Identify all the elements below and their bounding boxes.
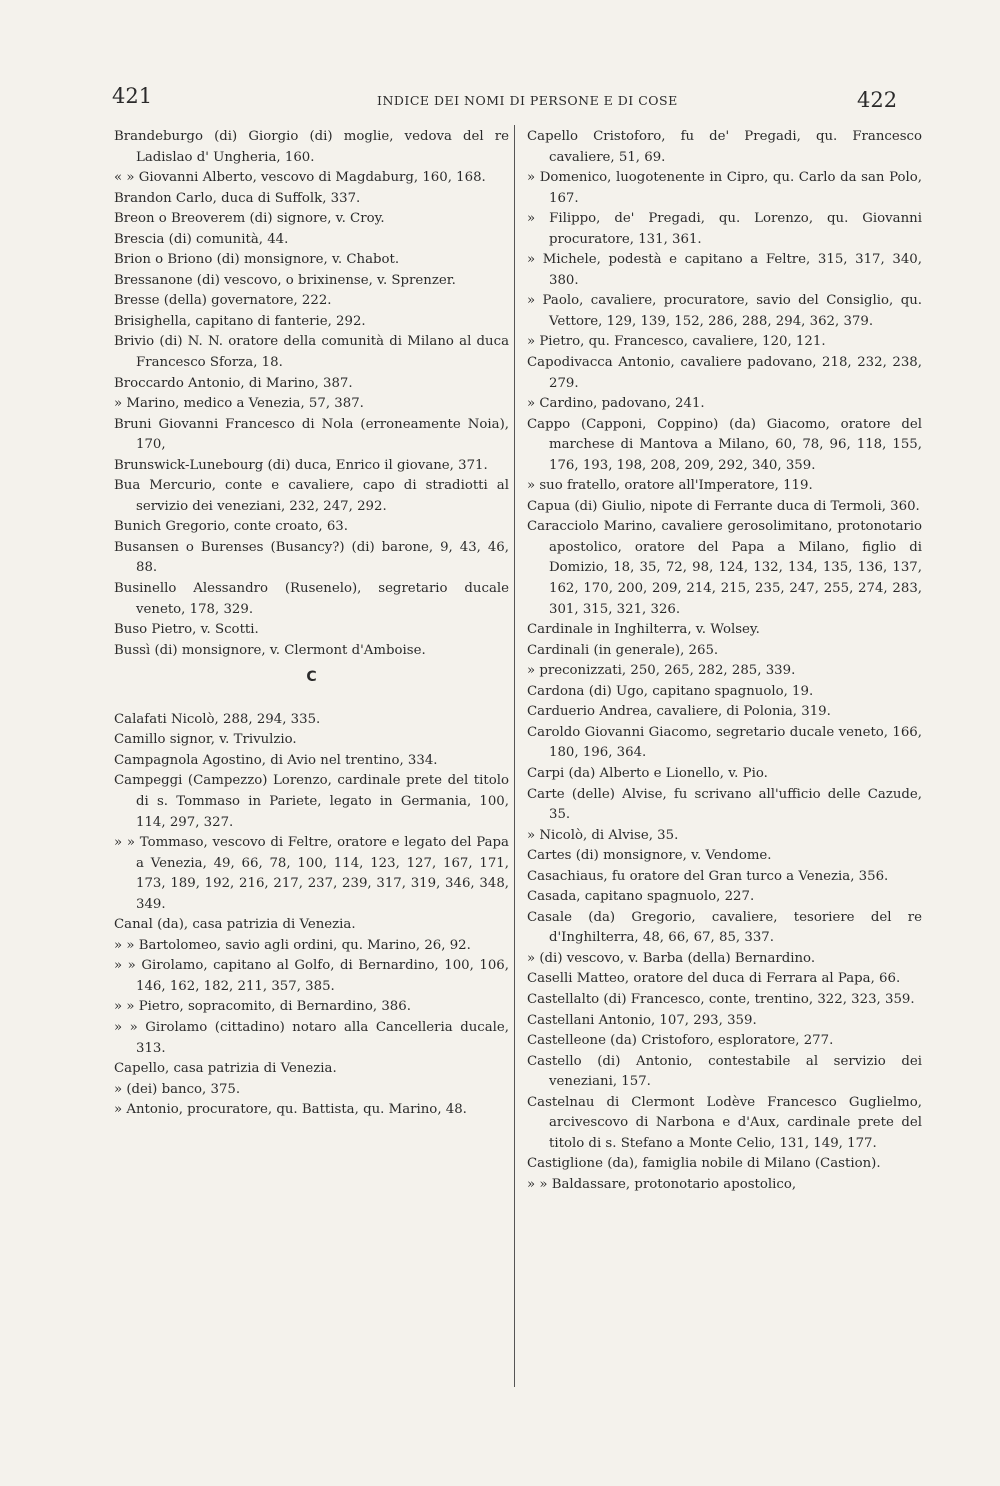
index-entry: Brunswick-Lunebourg (di) duca, Enrico il giovane, 371. [114, 457, 488, 473]
index-entry: « » Giovanni Alberto, vescovo di Magdaburg, 160, 168. [114, 170, 486, 186]
index-entry: Casada, capitano spagnuolo, 227. [527, 889, 755, 905]
index-entry: Breon o Breoverem (di) signore, v. Croy. [114, 211, 385, 227]
index-entry: Campeggi (Campezzo) Lorenzo, cardinale prete del titolo di s. Tommaso in Pariete, legato in Germania, 100, 114, 297, 327. [114, 773, 509, 830]
index-entry: Cardinale in Inghilterra, v. Wolsey. [527, 622, 760, 638]
left-column [114, 127, 509, 1121]
index-entry: Carduerio Andrea, cavaliere, di Polonia, 319. [527, 704, 831, 720]
index-entry: Bruni Giovanni Francesco di Nola (erroneamente Noia), 170, [114, 416, 509, 453]
index-entry: Castelleone (da) Cristoforo, esploratore, 277. [527, 1033, 834, 1049]
page-number-right: 422 [857, 88, 898, 112]
index-entry: Carpi (da) Alberto e Lionello, v. Pio. [527, 765, 768, 781]
index-entry: Canal (da), casa patrizia di Venezia. [114, 917, 356, 933]
running-header: INDICE DEI NOMI DI PERSONE E DI COSE [377, 93, 678, 108]
index-entry: » (di) vescovo, v. Barba (della) Bernardino. [527, 950, 816, 966]
section-heading: C [306, 669, 317, 686]
index-entry: » Michele, podestà e capitano a Feltre, 315, 317, 340, 380. [527, 252, 922, 288]
right-column [527, 127, 922, 1195]
index-entry: » » Bartolomeo, savio agli ordini, qu. Marino, 26, 92. [114, 937, 471, 953]
index-entry: Capello, casa patrizia di Venezia. [114, 1061, 337, 1077]
index-entry: Castelnau di Clermont Lodève Francesco Guglielmo, arcivescovo di Narbona e d'Aux, cardinale prete del titolo di s. Stefano a Monte Celio, 131, 149, 177. [527, 1094, 922, 1151]
index-entry: » » Baldassare, protonotario apostolico, [527, 1176, 797, 1192]
index-entry: » Domenico, luogotenente in Cipro, qu. Carlo da san Polo, 167. [527, 170, 922, 206]
index-entry: Castello (di) Antonio, contestabile al servizio dei veneziani, 157. [527, 1053, 922, 1090]
index-entry: Bua Mercurio, conte e cavaliere, capo di stradiotti al servizio dei veneziani, 232, 247, 292. [114, 478, 509, 514]
index-entry: Camillo signor, v. Trivulzio. [114, 732, 297, 748]
index-entry: Buso Pietro, v. Scotti. [114, 622, 259, 638]
index-entry: Brescia (di) comunità, 44. [114, 231, 289, 247]
index-entry: » Paolo, cavaliere, procuratore, savio del Consiglio, qu. Vettore, 129, 139, 152, 286, 288, 294, 362, 379. [527, 293, 922, 329]
index-entry: » » Pietro, sopracomito, di Bernardino, 386. [114, 999, 411, 1015]
index-entry: Casachiaus, fu oratore del Gran turco a Venezia, 356. [527, 868, 889, 884]
index-entry: Castellani Antonio, 107, 293, 359. [527, 1012, 757, 1028]
index-entry: Brandon Carlo, duca di Suffolk, 337. [114, 190, 361, 206]
index-entry: Capua (di) Giulio, nipote di Ferrante duca di Termoli, 360. [527, 498, 920, 514]
index-entry: » Antonio, procuratore, qu. Battista, qu. Marino, 48. [114, 1102, 467, 1118]
index-entry: Capodivacca Antonio, cavaliere padovano, 218, 232, 238, 279. [527, 355, 922, 391]
index-entry: » (dei) banco, 375. [114, 1081, 241, 1097]
index-entry: Cardona (di) Ugo, capitano spagnuolo, 19. [527, 683, 814, 699]
index-entry: » Filippo, de' Pregadi, qu. Lorenzo, qu. Giovanni procuratore, 131, 361. [527, 211, 922, 247]
index-entry: Casale (da) Gregorio, cavaliere, tesoriere del re d'Inghilterra, 48, 66, 67, 85, 337. [527, 909, 922, 946]
index-entry: » Cardino, padovano, 241. [527, 396, 705, 412]
index-entry: Castiglione (da), famiglia nobile di Milano (Castion). [527, 1156, 881, 1172]
index-entry: Bresse (della) governatore, 222. [114, 293, 332, 309]
index-entry: » Nicolò, di Alvise, 35. [527, 827, 679, 843]
index-entry: » suo fratello, oratore all'Imperatore, 119. [527, 478, 813, 494]
index-entry: » preconizzati, 250, 265, 282, 285, 339. [527, 663, 796, 679]
index-entry: Bunich Gregorio, conte croato, 63. [114, 519, 348, 535]
index-entry: » Pietro, qu. Francesco, cavaliere, 120, 121. [527, 334, 826, 350]
index-entry: Capello Cristoforo, fu de' Pregadi, qu. Francesco cavaliere, 51, 69. [527, 129, 922, 165]
index-entry: Broccardo Antonio, di Marino, 387. [114, 375, 353, 391]
index-entry: Brion o Briono (di) monsignore, v. Chabot. [114, 252, 400, 268]
index-entry: Brivio (di) N. N. oratore della comunità di Milano al duca Francesco Sforza, 18. [114, 334, 509, 371]
index-entry: Caroldo Giovanni Giacomo, segretario ducale veneto, 166, 180, 196, 364. [527, 724, 922, 761]
index-entry: Cappo (Capponi, Coppino) (da) Giacomo, oratore del marchese di Mantova a Milano, 60, 78, 96, 118, 155, 176, 193, 198, 208, 209, 292, 340, 359. [527, 416, 922, 473]
index-entry: » » Girolamo (cittadino) notaro alla Cancelleria ducale, 313. [114, 1019, 509, 1056]
index-entry: » Marino, medico a Venezia, 57, 387. [114, 396, 364, 412]
index-entry: » » Tommaso, vescovo di Feltre, oratore e legato del Papa a Venezia, 49, 66, 78, 100, 114, 123, 127, 167, 171, 173, 189, 192, 216, 217, 237, 239, 317, 319, 346, 348, 349. [114, 835, 509, 912]
page-number-left: 421 [112, 84, 153, 108]
index-entry: Brisighella, capitano di fanterie, 292. [114, 313, 366, 329]
column-divider [514, 125, 515, 1387]
index-entry: Carte (delle) Alvise, fu scrivano all'ufficio delle Cazude, 35. [527, 786, 922, 823]
index-entry: Cartes (di) monsignore, v. Vendome. [527, 848, 772, 864]
index-entry: Castellalto (di) Francesco, conte, trentino, 322, 323, 359. [527, 991, 915, 1007]
index-entry: Calafati Nicolò, 288, 294, 335. [114, 711, 321, 727]
index-entry: Cardinali (in generale), 265. [527, 642, 719, 658]
index-entry: Campagnola Agostino, di Avio nel trentino, 334. [114, 752, 438, 768]
index-entry: Caselli Matteo, oratore del duca di Ferrara al Papa, 66. [527, 971, 901, 987]
index-entry: Busansen o Burenses (Busancy?) (di) barone, 9, 43, 46, 88. [114, 539, 509, 576]
index-entry: Bussì (di) monsignore, v. Clermont d'Amboise. [114, 642, 426, 658]
index-entry: Bressanone (di) vescovo, o brixinense, v. Sprenzer. [114, 272, 456, 288]
index-entry: Brandeburgo (di) Giorgio (di) moglie, vedova del re Ladislao d' Ungheria, 160. [114, 129, 509, 165]
index-entry: Caracciolo Marino, cavaliere gerosolimitano, protonotario apostolico, oratore del Papa a Milano, figlio di Domizio, 18, 35, 72, 98, 124, 132, 134, 135, 136, 137, 162, 170, 200, 209, 214, 215, 235, 247, 255, 274, 283, 301, 315, 321, 326. [527, 519, 922, 617]
index-entry: Businello Alessandro (Rusenelo), segretario ducale veneto, 178, 329. [114, 581, 509, 617]
index-entry: » » Girolamo, capitano al Golfo, di Bernardino, 100, 106, 146, 162, 182, 211, 357, 385. [114, 958, 509, 994]
